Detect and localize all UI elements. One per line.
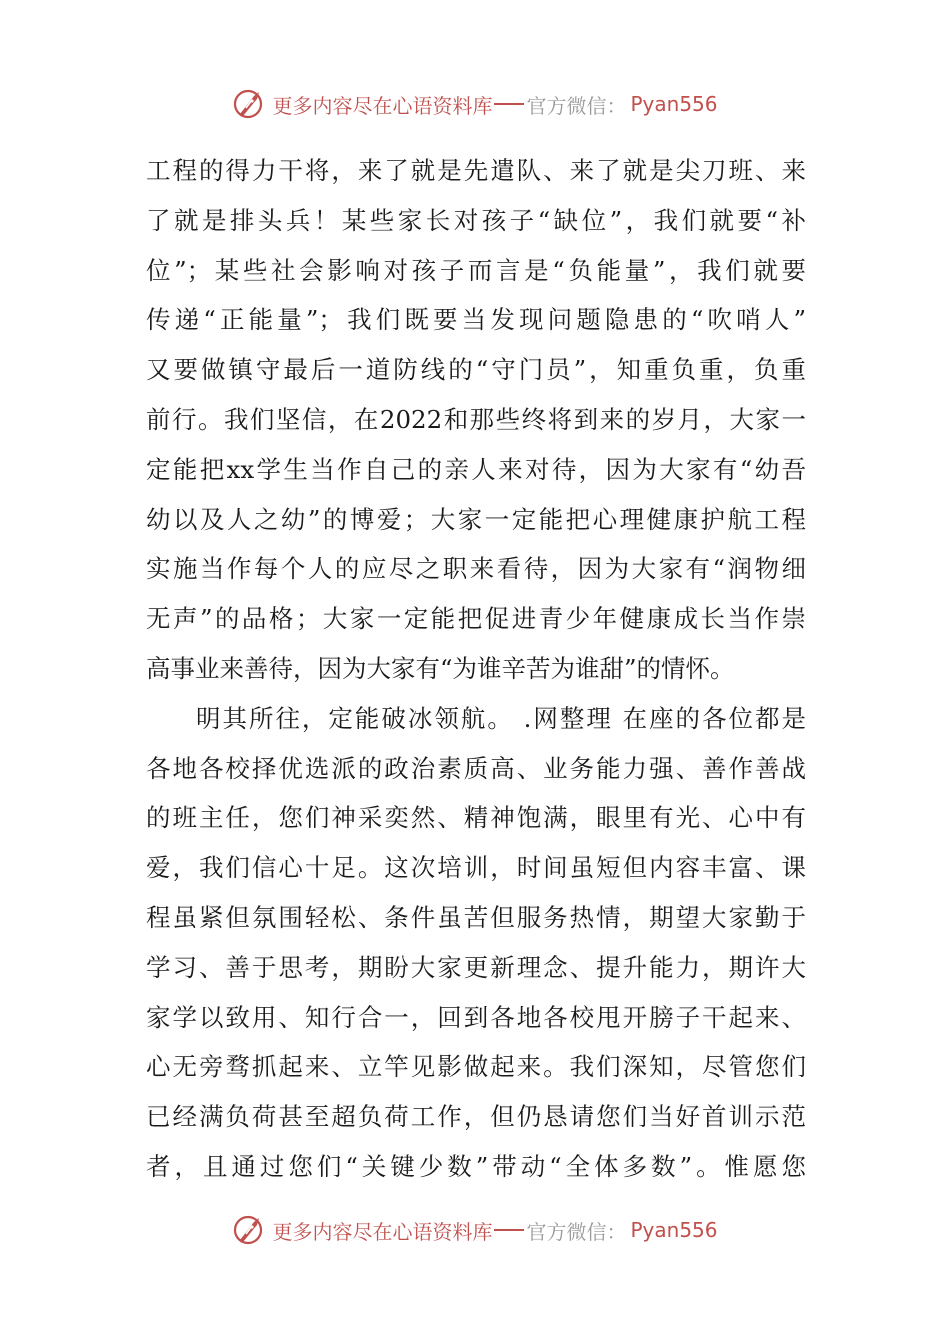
- body-line: 明其所往，定能破冰领航。 .网整理 在座的各位都是: [196, 703, 806, 733]
- watermark-wechat-id: Pyan556: [630, 1218, 718, 1242]
- body-line: 程虽紧但氛围轻松、条件虽苦但服务热情，期望大家勤于: [146, 902, 806, 932]
- header-watermark: [0, 84, 950, 124]
- body-line: 前行。我们坚信，在2022和那些终将到来的岁月，大家一: [146, 404, 806, 434]
- body-line: 家学以致用、知行合一，回到各地各校甩开膀子干起来、: [146, 1002, 806, 1032]
- watermark-official-label: 官方微信：: [526, 93, 627, 118]
- body-line: 幼以及人之幼”的博爱；大家一定能把心理健康护航工程: [146, 504, 806, 534]
- body-line: 各地各校择优选派的政治素质高、业务能力强、善作善战: [146, 753, 806, 783]
- body-line: 位”；某些社会影响对孩子而言是“负能量”，我们就要: [146, 255, 806, 285]
- body-line: 无声”的品格；大家一定能把促进青少年健康成长当作崇: [146, 604, 806, 634]
- pen-nib-circle-icon: [232, 86, 268, 122]
- watermark-dash: [494, 1229, 524, 1231]
- footer-watermark: [0, 1210, 950, 1250]
- pen-nib-circle-icon: [232, 1212, 268, 1248]
- watermark-dash: [494, 103, 524, 105]
- body-line: 工程的得力干将，来了就是先遣队、来了就是尖刀班、来: [146, 156, 806, 185]
- body-line: 学习、善于思考，期盼大家更新理念、提升能力，期许大: [146, 952, 806, 982]
- body-line: 已经满负荷甚至超负荷工作，但仍恳请您们当好首训示范: [146, 1102, 806, 1132]
- body-line: 的班主任，您们神采奕然、精神饱满，眼里有光、心中有: [146, 803, 806, 833]
- body-line: 又要做镇守最后一道防线的“守门员”，知重负重，负重: [146, 355, 806, 385]
- body-line: 心无旁骛抓起来、立竿见影做起来。我们深知，尽管您们: [146, 1052, 806, 1082]
- body-line: 了就是排头兵！某些家长对孩子“缺位”，我们就要“补: [146, 205, 806, 235]
- body-line: 定能把xx学生当作自己的亲人来对待，因为大家有“幼吾: [146, 454, 806, 484]
- body-line: 爱，我们信心十足。这次培训，时间虽短但内容丰富、课: [146, 853, 806, 883]
- document-body: [146, 146, 806, 1192]
- watermark-official-label: 官方微信：: [526, 1219, 627, 1244]
- watermark-wechat-id: Pyan556: [630, 92, 718, 116]
- body-line: 实施当作每个人的应尽之职来看待，因为大家有“润物细: [146, 554, 806, 584]
- watermark-site-text: 更多内容尽在心语资料库: [272, 93, 493, 118]
- body-line: 者，且通过您们“关键少数”带动“全体多数”。惟愿您: [146, 1151, 806, 1181]
- body-line: 高事业来善待，因为大家有“为谁辛苦为谁甜”的情怀。: [146, 653, 735, 683]
- body-line: 传递“正能量”；我们既要当发现问题隐患的“吹哨人”: [146, 305, 806, 335]
- watermark-site-text: 更多内容尽在心语资料库: [272, 1219, 493, 1244]
